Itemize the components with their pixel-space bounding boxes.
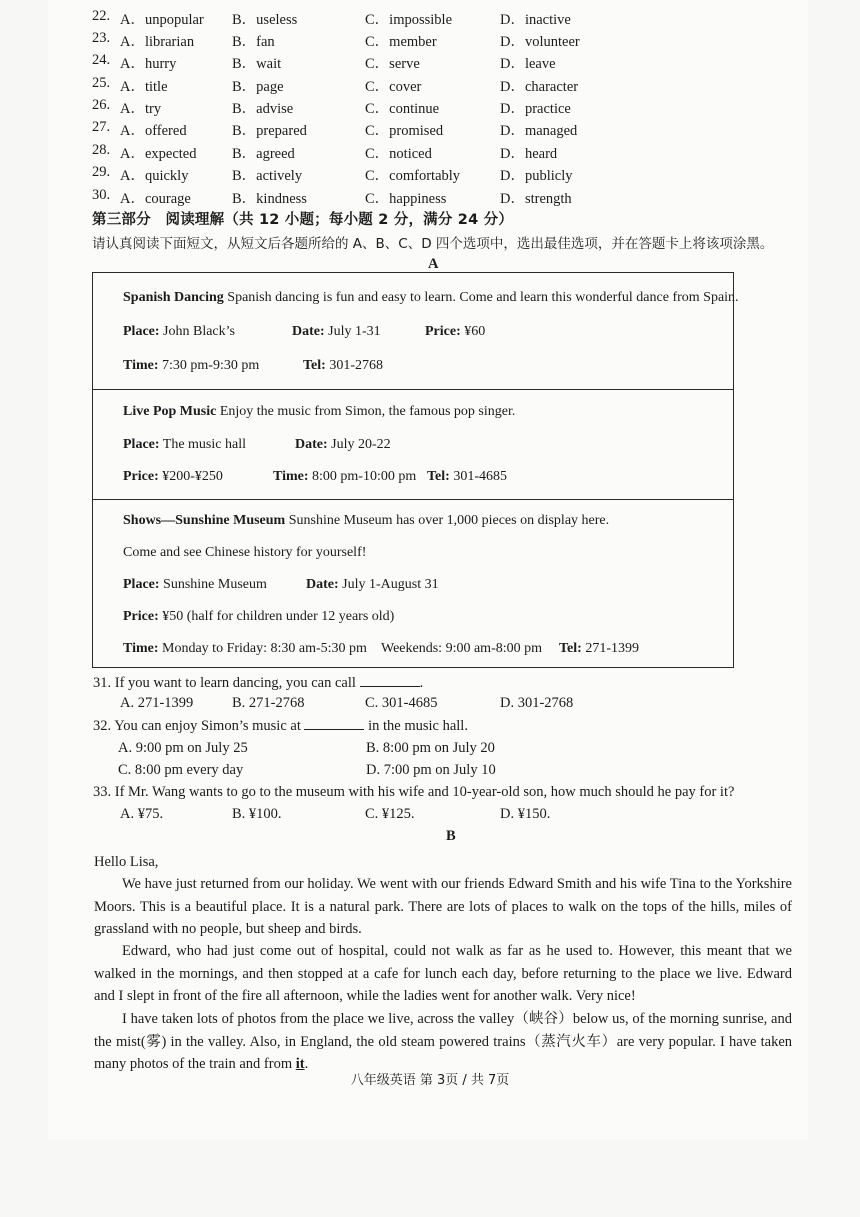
cloze-question-row [0, 187, 860, 209]
ad-time: Time: 7:30 pm-9:30 pm [123, 358, 260, 373]
cloze-question-row [0, 8, 860, 30]
question-number: 22. [92, 8, 111, 24]
underlined-word: it [295, 1056, 305, 1072]
question-number: 29. [92, 164, 111, 180]
option-d[interactable]: D．inactive [500, 12, 571, 28]
ad-tel: Tel: 271-1399 [559, 641, 639, 656]
cloze-question-row [0, 97, 860, 119]
option-a[interactable]: A．librarian [120, 34, 195, 50]
option-a[interactable]: A．try [120, 101, 162, 117]
letter-greeting: Hello Lisa, [94, 854, 159, 870]
option-a[interactable]: A．offered [120, 123, 187, 139]
option-d[interactable]: D．volunteer [500, 34, 580, 50]
letter-paragraph-2: Edward, who had just come out of hospital, could not walk as far as he used to. However, this meant that we walked in the mornings, and then stopped at a cafe for lunch each day, before returning to the place we live. Edward and I slept in front of the fire all afternoon, while the ladies went for another walk. Very nice! [94, 943, 792, 1004]
ad-tel: Tel: 301-2768 [303, 358, 383, 373]
option-b[interactable]: B. ¥100. [232, 806, 282, 822]
ad-title: Shows—Sunshine Museum [123, 513, 286, 528]
option-d[interactable]: D. 7:00 pm on July 10 [366, 762, 496, 778]
option-c[interactable]: C．member [365, 34, 437, 50]
option-b[interactable]: B．prepared [232, 123, 307, 139]
option-b[interactable]: B．page [232, 79, 284, 95]
ad-headline [123, 513, 609, 529]
option-b[interactable]: B．kindness [232, 191, 307, 207]
ad-sunshine-museum [93, 500, 733, 669]
option-c[interactable]: C．happiness [365, 191, 447, 207]
ad-price: Price: ¥60 [425, 324, 486, 339]
option-d[interactable]: D. 301-2768 [500, 695, 574, 711]
question-stem: 31. If you want to learn dancing, you can call . [93, 675, 424, 691]
ad-place: Place: John Black’s [123, 324, 235, 339]
ad-date: Date: July 1-31 [292, 324, 381, 339]
option-c[interactable]: C．impossible [365, 12, 453, 28]
option-a[interactable]: A. 271-1399 [120, 695, 194, 711]
question-stem: 32. You can enjoy Simon’s music at in the music hall. [93, 718, 468, 734]
option-a[interactable]: A．unpopular [120, 12, 204, 28]
ad-description-2: Come and see Chinese history for yourself! [123, 545, 367, 560]
ad-description: Sunshine Museum has over 1,000 pieces on display here. [285, 513, 610, 528]
letter-paragraph-3: I have taken lots of photos from the place we live, across the valley（峡谷）below us, of the morning sunrise, and the mist(雾) in the valley. Also, in England, the old steam powered trains（蒸汽火车）are very popular. I have taken many photos of the train and from it. [94, 1011, 792, 1072]
option-b[interactable]: B．fan [232, 34, 275, 50]
cloze-question-row [0, 119, 860, 141]
option-c[interactable]: C．serve [365, 56, 420, 72]
ad-live-pop-music [93, 390, 733, 500]
option-a[interactable]: A．title [120, 79, 168, 95]
option-a[interactable]: A．hurry [120, 56, 177, 72]
option-a[interactable]: A．quickly [120, 168, 189, 184]
letter-paragraph-1: We have just returned from our holiday. We went with our friends Edward Smith and his wife Tina to the Yorkshire Moors. This is a beautiful place. It is a natural park. There are lots of places to walk on the tops of the hills, miles of grassland with no people, but sheep and birds. [94, 876, 792, 937]
option-c[interactable]: C．comfortably [365, 168, 461, 184]
option-b[interactable]: B. 271-2768 [232, 695, 305, 711]
ad-description: Enjoy the music from Simon, the famous pop singer. [216, 404, 516, 419]
option-d[interactable]: D．heard [500, 146, 558, 162]
passage-a-label: A [428, 256, 439, 272]
ad-tel: Tel: 301-4685 [427, 469, 507, 484]
question-number: 27. [92, 119, 111, 135]
ad-price: Price: ¥200-¥250 [123, 469, 223, 484]
option-d[interactable]: D．practice [500, 101, 571, 117]
option-d[interactable]: D．managed [500, 123, 578, 139]
option-c[interactable]: C. ¥125. [365, 806, 415, 822]
question-number: 24. [92, 52, 111, 68]
option-b[interactable]: B．useless [232, 12, 298, 28]
option-a[interactable]: A. 9:00 pm on July 25 [118, 740, 248, 756]
cloze-question-row [0, 142, 860, 164]
option-a[interactable]: A．courage [120, 191, 191, 207]
option-b[interactable]: B．wait [232, 56, 282, 72]
option-b[interactable]: B．advise [232, 101, 294, 117]
cloze-question-row [0, 75, 860, 97]
question-number: 28. [92, 142, 111, 158]
option-c[interactable]: C．noticed [365, 146, 432, 162]
ad-box [92, 272, 739, 668]
passage-b-label: B [446, 828, 456, 844]
option-d[interactable]: D．publicly [500, 168, 573, 184]
option-c[interactable]: C. 8:00 pm every day [118, 762, 244, 778]
answer-blank [360, 674, 420, 687]
section-instruction: 请认真阅读下面短文，从短文后各题所给的 A、B、C、D 四个选项中，选出最佳选项，并在答题卡上将该项涂黑。 [92, 236, 774, 252]
option-d[interactable]: D. ¥150. [500, 806, 551, 822]
cloze-question-row [0, 30, 860, 52]
option-d[interactable]: D．leave [500, 56, 556, 72]
option-c[interactable]: C. 301-4685 [365, 695, 438, 711]
ad-title: Spanish Dancing [123, 290, 224, 305]
cloze-question-row [0, 164, 860, 186]
ad-time: Time: 8:00 pm-10:00 pm [273, 469, 417, 484]
ad-title: Live Pop Music [123, 404, 217, 419]
question-number: 25. [92, 75, 111, 91]
question-number: 26. [92, 97, 111, 113]
ad-date: Date: July 1-August 31 [306, 577, 439, 592]
ad-place: Place: The music hall [123, 437, 246, 452]
cloze-question-row [0, 52, 860, 74]
section-title: 第三部分 阅读理解（共 12 小题；每小题 2 分，满分 24 分） [92, 212, 514, 228]
question-number: 30. [92, 187, 111, 203]
ad-headline [123, 404, 515, 420]
ad-spanish-dancing [93, 273, 739, 390]
option-b[interactable]: B．actively [232, 168, 303, 184]
option-b[interactable]: B. 8:00 pm on July 20 [366, 740, 495, 756]
option-a[interactable]: A．expected [120, 146, 197, 162]
ad-place: Place: Sunshine Museum [123, 577, 267, 592]
option-c[interactable]: C．promised [365, 123, 444, 139]
ad-headline [123, 290, 739, 306]
option-d[interactable]: D．strength [500, 191, 572, 207]
ad-date: Date: July 20-22 [295, 437, 391, 452]
ad-weekend-time: Weekends: 9:00 am-8:00 pm [381, 641, 543, 656]
ad-price: Price: ¥50 (half for children under 12 years old) [123, 609, 395, 624]
ad-description: Spanish dancing is fun and easy to learn. Come and learn this wonderful dance from Spain. [223, 290, 739, 305]
question-stem: 33. If Mr. Wang wants to go to the museum with his wife and 10-year-old son, how much should he pay for it? [93, 784, 735, 800]
option-a[interactable]: A. ¥75. [120, 806, 164, 822]
option-d[interactable]: D．character [500, 79, 579, 95]
question-number: 23. [92, 30, 111, 46]
option-c[interactable]: C．continue [365, 101, 440, 117]
option-b[interactable]: B．agreed [232, 146, 295, 162]
ad-time: Time: Monday to Friday: 8:30 am-5:30 pm [123, 641, 367, 656]
page-footer: 八年级英语 第 3页 / 共 7页 [350, 1073, 510, 1088]
option-c[interactable]: C．cover [365, 79, 422, 95]
answer-blank [304, 717, 364, 730]
